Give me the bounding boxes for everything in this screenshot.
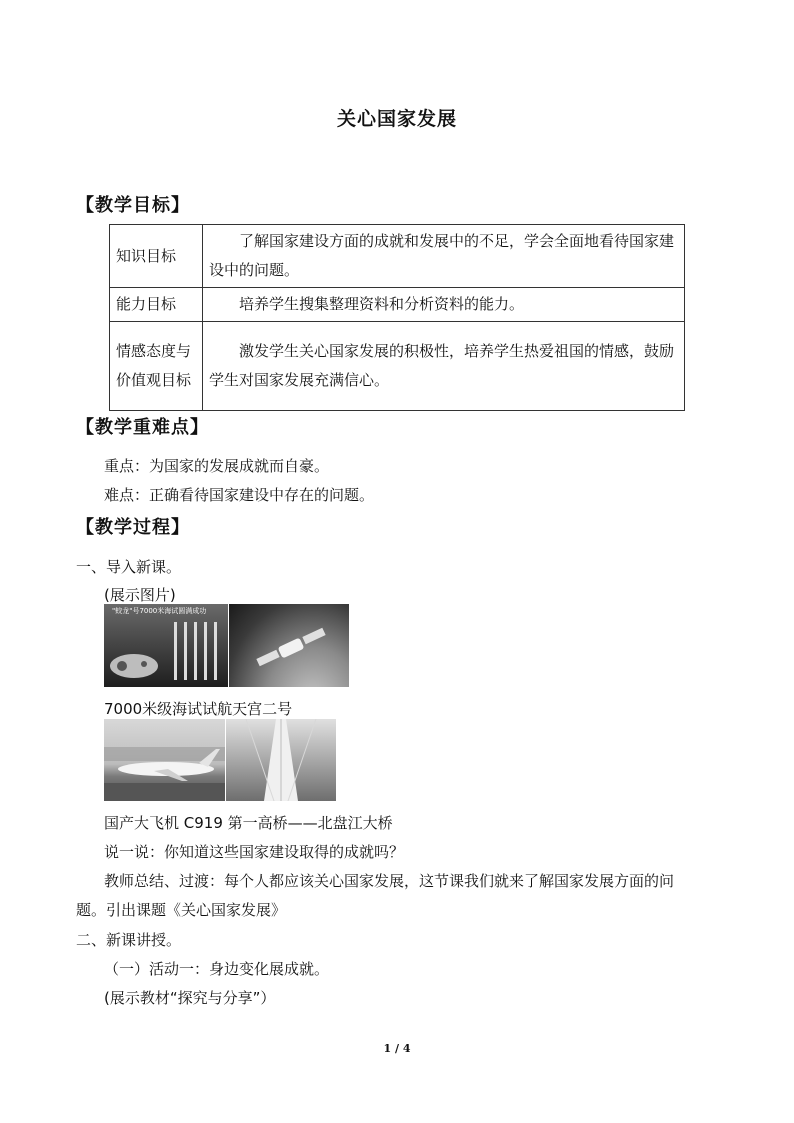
jiaolong-overlay-text: "蛟龙"号7000米海试圆满成功	[112, 607, 207, 615]
show-textbook-note: (展示教材“探究与分享”）	[104, 989, 276, 1007]
table-row	[110, 322, 685, 411]
goal-content: 培养学生搜集整理资料和分析资料的能力。	[203, 288, 685, 322]
c919-airplane-image	[104, 719, 225, 801]
bridge-illustration	[226, 719, 336, 801]
teacher-summary-line2: 题。引出课题《关心国家发展》	[76, 901, 287, 919]
step-intro: 一、导入新课。	[76, 558, 182, 576]
jiaolong-illustration	[104, 604, 228, 687]
tiangong-space-station-image	[229, 604, 349, 687]
goal-label: 知识目标	[110, 225, 203, 288]
beipanjiang-bridge-image	[226, 719, 336, 801]
step-new-lesson: 二、新课讲授。	[76, 931, 182, 949]
show-pictures-note: (展示图片)	[104, 586, 176, 604]
goal-label: 情感态度与价值观目标	[110, 322, 203, 411]
jiaolong-submersible-image	[104, 604, 228, 687]
table-row	[110, 288, 685, 322]
section-heading-difficulty: 【教学重难点】	[76, 417, 209, 438]
teacher-summary-line1: 教师总结、过渡：每个人都应该关心国家发展，这节课我们就来了解国家发展方面的问	[104, 872, 675, 890]
goals-table	[109, 224, 685, 411]
discussion-question: 说一说：你知道这些国家建设取得的成就吗？	[104, 843, 405, 861]
page-number: 1 / 4	[383, 1042, 411, 1055]
section-heading-goals: 【教学目标】	[76, 195, 190, 216]
image-caption-2: 国产大飞机 C919 第一高桥——北盘江大桥	[104, 814, 393, 832]
key-point: 重点：为国家的发展成就而自豪。	[104, 457, 330, 475]
goal-content: 激发学生关心国家发展的积极性，培养学生热爱祖国的情感，鼓励学生对国家发展充满信心。	[203, 322, 685, 411]
activity-one: （一）活动一：身边变化展成就。	[104, 960, 330, 978]
page-title: 关心国家发展	[336, 108, 457, 130]
table-row	[110, 225, 685, 288]
hard-point: 难点：正确看待国家建设中存在的问题。	[104, 486, 375, 504]
image-caption-1: 7000米级海试试航天宫二号	[104, 700, 293, 718]
goal-content: 了解国家建设方面的成就和发展中的不足，学会全面地看待国家建设中的问题。	[203, 225, 685, 288]
section-heading-process: 【教学过程】	[76, 517, 190, 538]
space-station-illustration	[229, 604, 349, 687]
airplane-illustration	[104, 719, 225, 801]
goal-label: 能力目标	[110, 288, 203, 322]
